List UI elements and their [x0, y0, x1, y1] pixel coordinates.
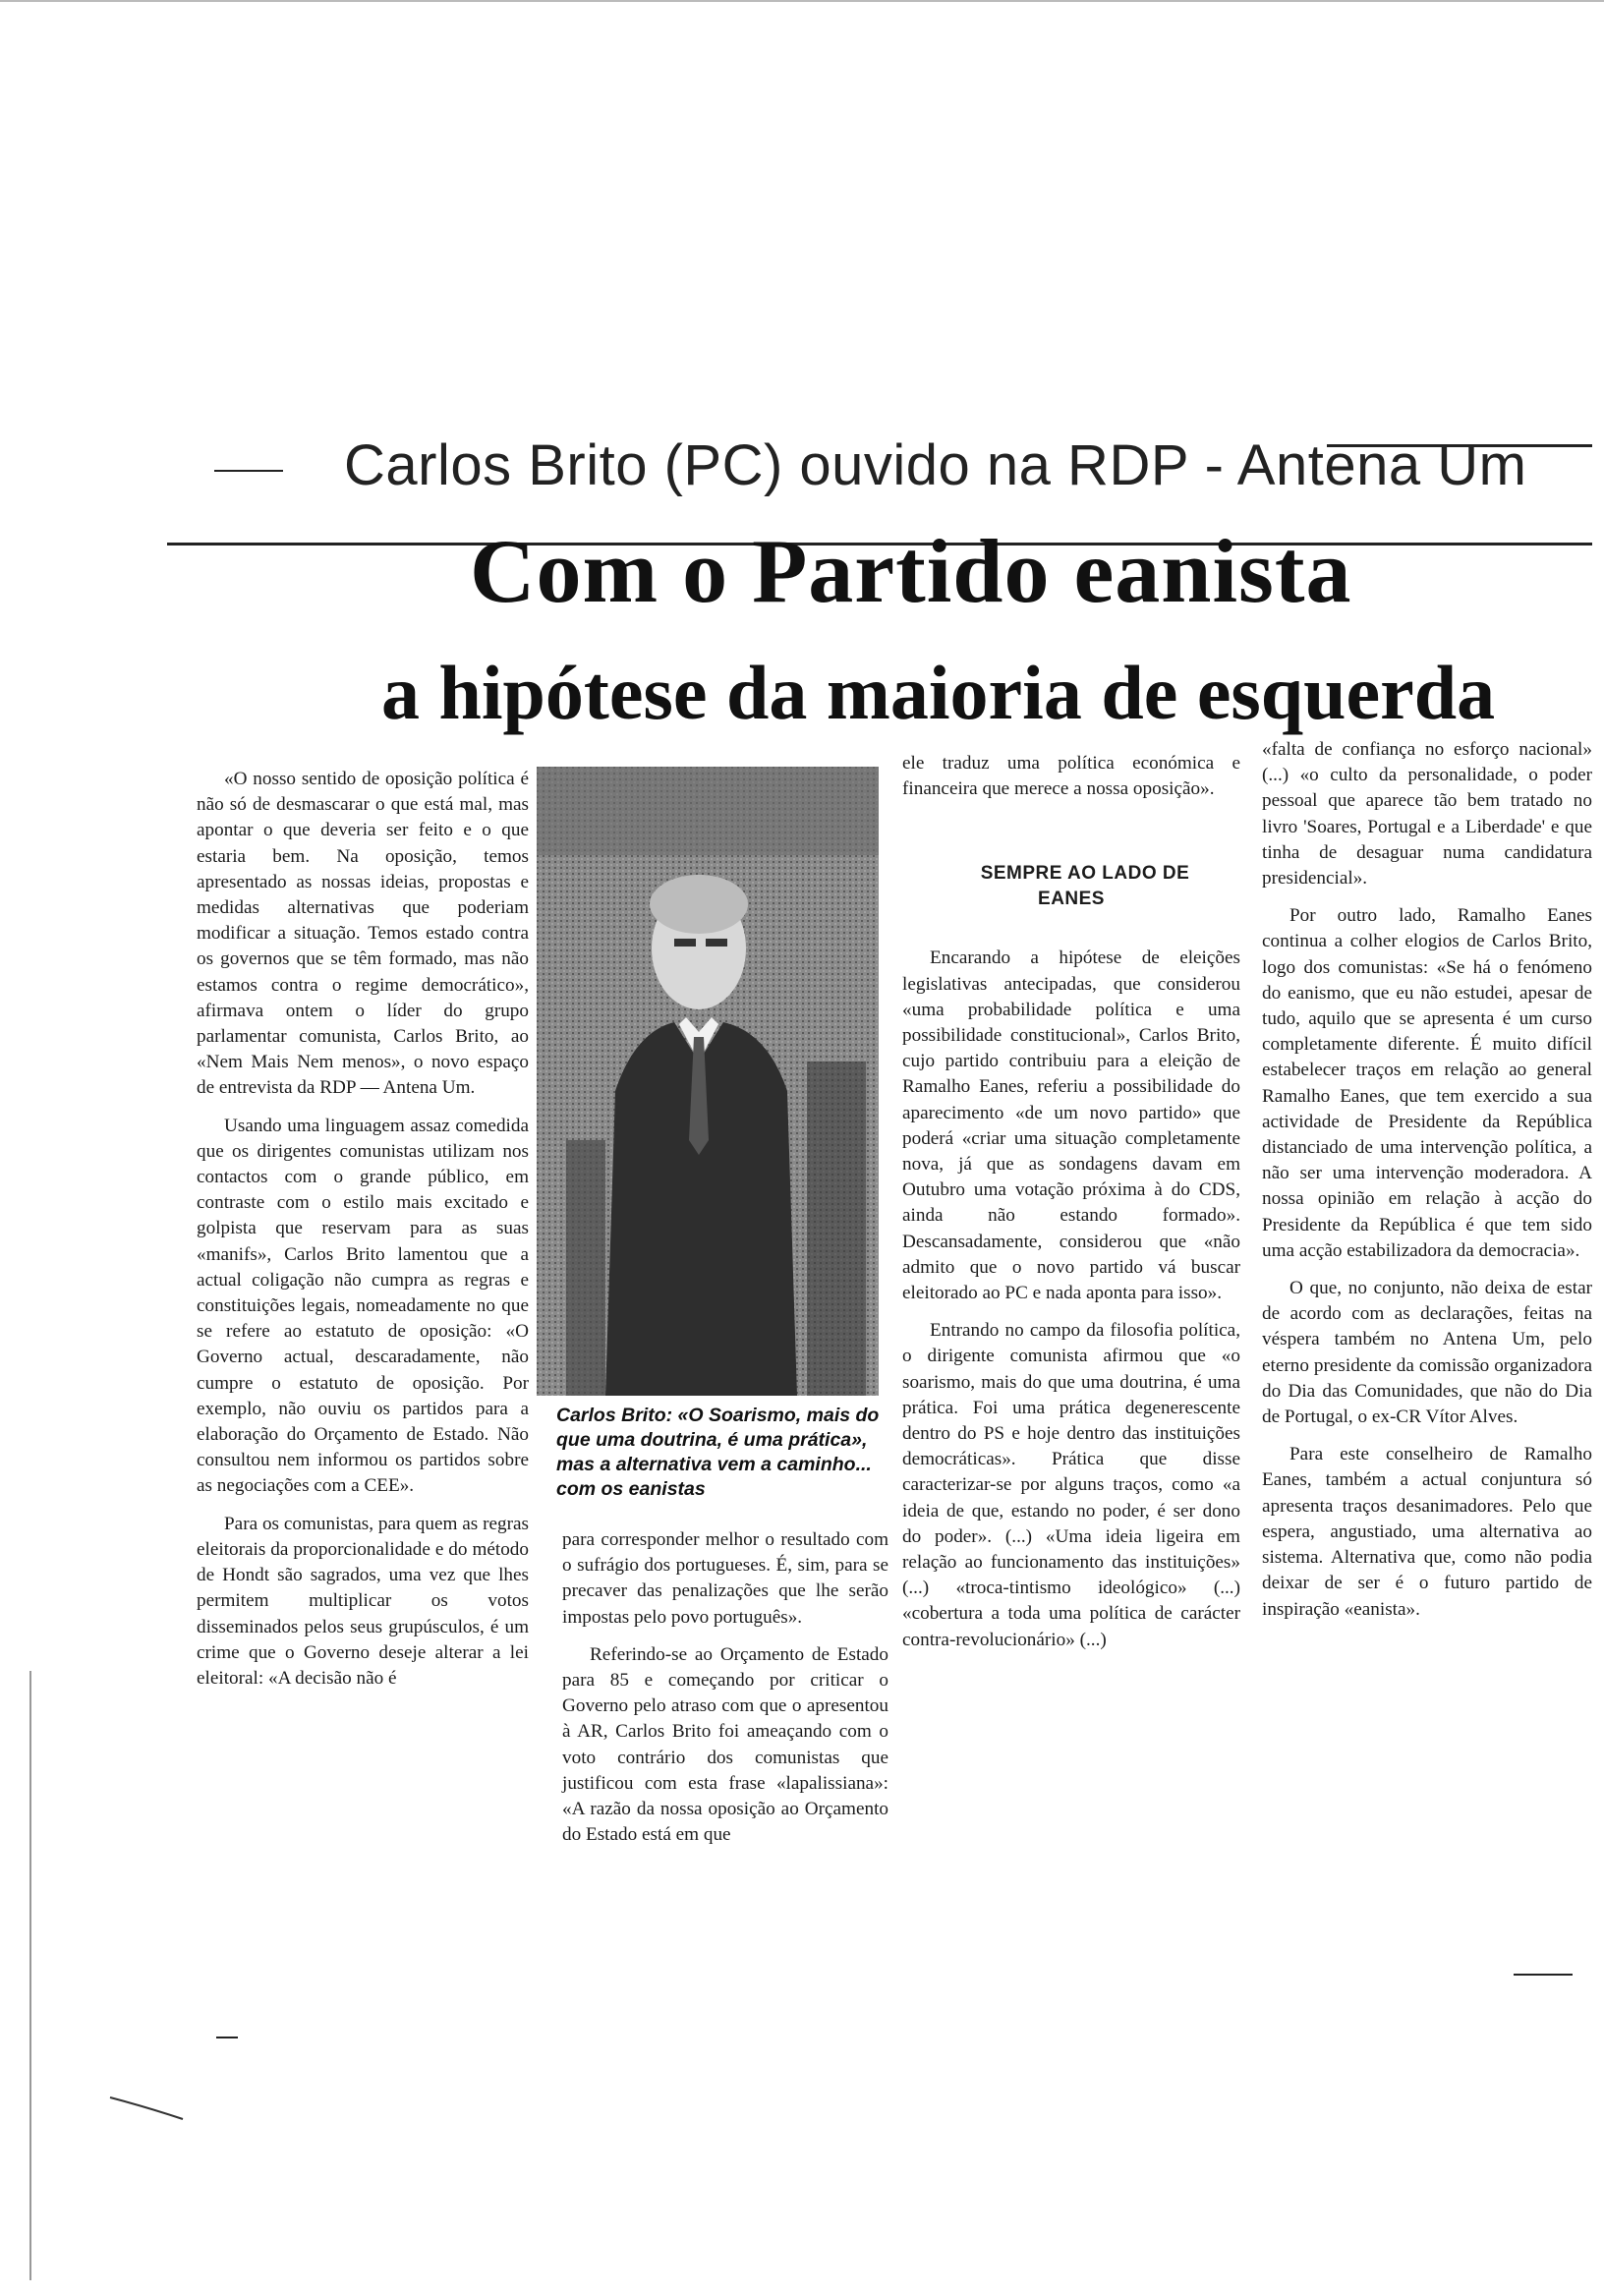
kicker-left-dash: [214, 470, 283, 472]
col4-paragraph-3: O que, no conjunto, não deixa de estar de acordo com as declarações, feitas na véspera também no Antena Um, pelo eterno presidente da comissão organizadora do Dia das Comunidades, que não do Dia de Portugal, o ex-CR Vítor Alves.: [1262, 1278, 1592, 1428]
headline-line-1: Com o Partido eanista: [470, 521, 1352, 621]
article-kicker: Carlos Brito (PC) ouvido na RDP - Antena Um: [344, 433, 1527, 497]
column-4: [1262, 737, 1592, 1623]
col2-paragraph-2: Referindo-se ao Orçamento de Estado para 85 e começando por criticar o Governo pelo atraso com que o apresentou à AR, Carlos Brito foi ameaçando com o voto contrário dos comunistas que justificou com esta frase «lapalissiana»: «A razão da nossa oposição ao Orçamento do Estado está em que: [562, 1643, 888, 1846]
portrait-photo: [537, 767, 879, 1396]
margin-stroke-mark: [108, 2094, 187, 2123]
col2-paragraph-1: para corresponder melhor o resultado com o sufrágio dos portugueses. É, sim, para se precaver das penalizações que lhe serão impostas pelo povo português».: [562, 1529, 888, 1628]
column-2: [562, 1527, 888, 1848]
column-3: [902, 751, 1240, 1653]
left-scan-edge: [29, 1671, 31, 2280]
bottom-right-dash: [1514, 1974, 1573, 1976]
photo-portrait-placeholder-icon: [537, 767, 879, 1396]
bottom-left-dash: [216, 2037, 238, 2038]
col1-paragraph-3: Para os comunistas, para quem as regras eleitorais da proporcionalidade e do método de Hondt são sagrados, uma vez que lhes permitem multiplicar os votos disseminados pelos seus grupúsculos, é um crime que o Governo deseje alterar a lei eleitoral: «A decisão não é: [197, 1513, 529, 1689]
section-subhead: SEMPRE AO LADO DE EANES: [980, 863, 1190, 910]
col4-paragraph-1: «falta de confiança no esforço nacional» (...) «o culto da personalidade, o poder pessoal que aparece tão bem tratado no livro 'Soares, Portugal e a Liberdade' e que tinha de desaguar numa candidatura presidencial».: [1262, 739, 1592, 890]
col3-paragraph-2: Entrando no campo da filosofia política, o dirigente comunista afirmou que «o soarismo, mais do que uma doutrina, é uma prática. Foi uma prática degenerescente dentro do PS e hoje dentro das instituições democráticas». Prática que disse caracterizar-se por alguns traços, como «a ideia de que, estando no poder, é ser dono do poder». (...) «Uma ideia ligeira em relação ao funcionamento das instituições» (...) «troca-tintismo ideológico» (...) «cobertura a toda uma política de carácter contra-revolucionário» (...): [902, 1320, 1240, 1650]
col3-paragraph-1: Encarando a hipótese de eleições legislativas antecipadas, que considerou «uma probabilidade política e uma possibilidade constitucional», Carlos Brito, cujo partido contribuiu para a eleição de Ramalho Eanes, referiu a possibilidade do aparecimento «de um novo partido» que poderá «criar uma situação completamente nova, já que as sondagens davam em Outubro uma votação próxima à do CDS, ainda não estando formado». Descansadamente, considerou que «não admito que o novo partido vá buscar eleitorado ao PC e nada aponta para isso».: [902, 947, 1240, 1304]
col4-paragraph-4: Para este conselheiro de Ramalho Eanes, também a actual conjuntura só apresenta traços desanimadores. Pelo que espera, angustiado, uma alternativa ao sistema. Alternativa que, como não podia deixar de ser é o futuro partido de inspiração «eanista».: [1262, 1444, 1592, 1620]
col3-top-paragraph: ele traduz uma política económica e financeira que merece a nossa oposição».: [902, 753, 1240, 800]
top-scan-edge: [0, 0, 1604, 2]
column-1: [197, 767, 529, 1692]
headline-line-2: a hipótese da maioria de esquerda: [381, 650, 1496, 735]
col1-paragraph-1: «O nosso sentido de oposição política é não só de desmascarar o que está mal, mas apontar o que deveria ser feito e o que estaria bem. Na oposição, temos apresentado as nossas ideias, propostas e medidas alternativas que poderiam modificar a situação. Temos estado contra os governos que se têm formado, mas não estamos contra o regime democrático», afirmava ontem o líder do grupo parlamentar comunista, Carlos Brito, ao «Nem Mais Nem menos», o novo espaço de entrevista da RDP — Antena Um.: [197, 769, 529, 1099]
col4-paragraph-2: Por outro lado, Ramalho Eanes continua a colher elogios de Carlos Brito, logo dos comunistas: «Se há o fenómeno do eanismo, que eu não estudei, apesar de tudo, aquilo que se apresenta é um curso completamente diferente. É muito difícil estabelecer traços em relação ao general Ramalho Eanes, que tem exercido a sua actividade de Presidente da República distanciado de uma intervenção política, a não ser uma intervenção moderadora. A nossa opinião em relação à acção do Presidente da República é que tem sido uma acção estabilizadora da democracia».: [1262, 905, 1592, 1261]
col1-paragraph-2: Usando uma linguagem assaz comedida que os dirigentes comunistas utilizam nos contactos com o grande público, em contraste com o estilo mais excitado e golpista que reservam para as suas «manifs», Carlos Brito lamentou que a actual coligação não cumpra as regras e constituições legais, nomeadamente no que se refere ao estatuto de oposição: «O Governo actual, descaradamente, não cumpre o estatuto de oposição. Por exemplo, não ouviu os partidos para a elaboração do Orçamento de Estado. Não consultou nem informou os partidos sobre as negociações com a CEE».: [197, 1115, 529, 1497]
photo-caption: Carlos Brito: «O Soarismo, mais do que uma doutrina, é uma prática», mas a alternativa vem a caminho... com os eanistas: [556, 1405, 880, 1500]
